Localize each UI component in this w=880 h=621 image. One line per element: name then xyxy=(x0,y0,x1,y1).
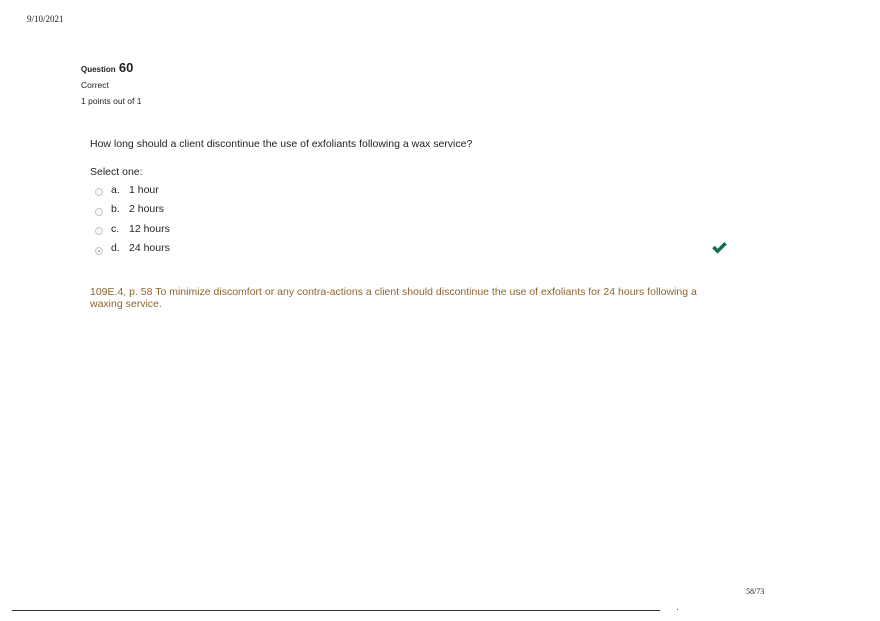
answer-letter: a. xyxy=(111,183,120,196)
print-date: 9/10/2021 xyxy=(27,14,64,24)
general-feedback: 109E.4, p. 58 To minimize discomfort or any contra-actions a client should discontinue the use of exfoliants for 24 hours following a waxing service. xyxy=(90,286,697,310)
answer-text: 1 hour xyxy=(129,183,159,196)
answer-letter: b. xyxy=(111,203,120,216)
answer-text: 24 hours xyxy=(129,242,170,255)
footer-dot xyxy=(677,609,678,610)
question-info xyxy=(81,60,281,107)
answer-text: 12 hours xyxy=(129,222,170,235)
select-prompt: Select one: xyxy=(90,166,143,178)
question-number xyxy=(81,60,281,78)
radio-b[interactable] xyxy=(95,208,103,216)
question-label: Question xyxy=(81,65,116,74)
answer-letter: d. xyxy=(111,242,120,255)
answer-letter: c. xyxy=(111,222,120,235)
check-icon xyxy=(711,241,728,254)
answer-option-a[interactable] xyxy=(95,180,170,200)
answer-option-c[interactable] xyxy=(95,219,170,239)
question-number-value: 60 xyxy=(118,60,134,75)
footer-divider xyxy=(12,610,660,611)
answer-option-b[interactable] xyxy=(95,200,170,220)
page-number: 58/73 xyxy=(746,587,765,596)
answer-list xyxy=(95,180,170,258)
answer-text: 2 hours xyxy=(129,203,165,216)
question-state: Correct xyxy=(81,80,109,90)
question-grade: 1 points out of 1 xyxy=(81,96,142,106)
radio-c[interactable] xyxy=(95,227,103,235)
question-text: How long should a client discontinue the use of exfoliants following a wax service? xyxy=(90,138,473,150)
answer-option-d[interactable] xyxy=(95,239,170,259)
radio-d-selected[interactable] xyxy=(95,247,103,255)
radio-a[interactable] xyxy=(95,188,103,196)
